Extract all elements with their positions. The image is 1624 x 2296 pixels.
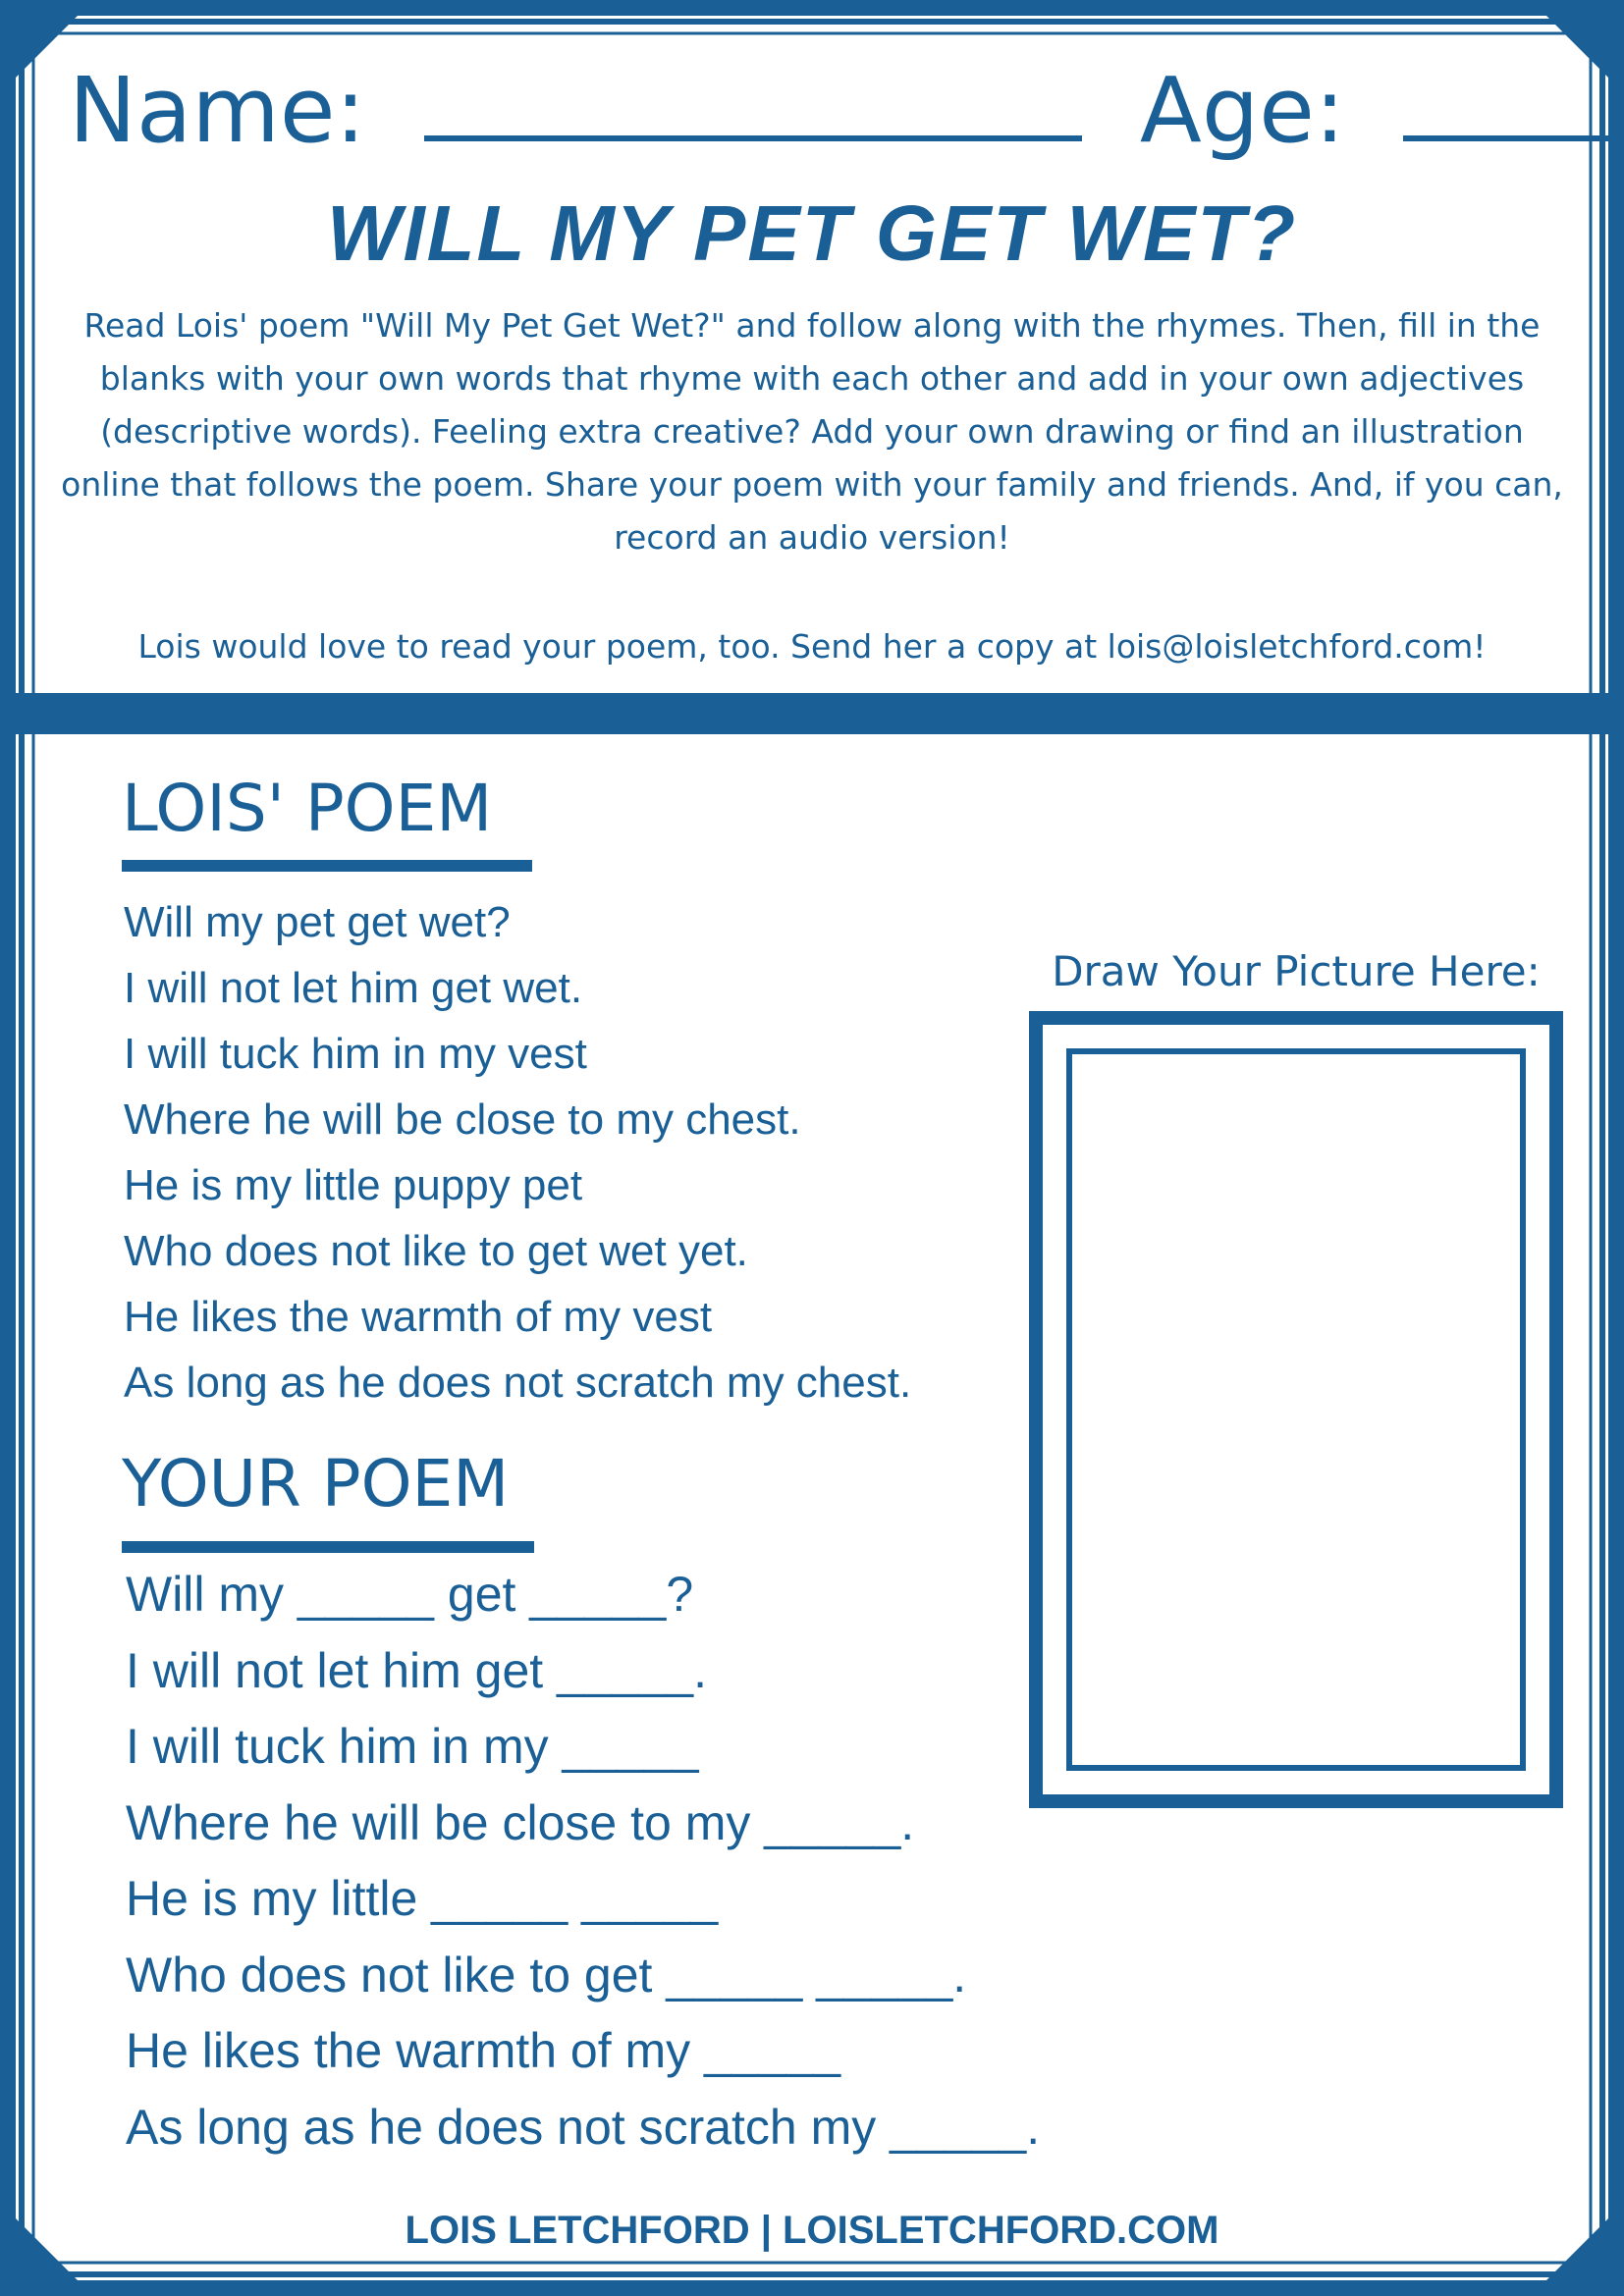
fill-in-line[interactable]: He is my little _____ _____ bbox=[126, 1871, 719, 1926]
poem-line: Where he will be close to my chest. bbox=[124, 1095, 801, 1144]
contact-text: Lois would love to read your poem, too. Send her a copy at lois@loisletchford.com! bbox=[137, 627, 1487, 666]
lois-poem-underline bbox=[122, 860, 532, 872]
draw-picture-label: Draw Your Picture Here: bbox=[1052, 947, 1541, 995]
lois-poem-heading: LOIS' POEM bbox=[122, 771, 493, 846]
poem-line: Who does not like to get wet yet. bbox=[124, 1227, 748, 1275]
your-poem-lines bbox=[126, 1557, 1040, 2165]
fill-in-line[interactable]: Where he will be close to my _____. bbox=[126, 1794, 915, 1850]
poem-line: I will not let him get wet. bbox=[124, 964, 583, 1012]
poem-line: I will tuck him in my vest bbox=[124, 1030, 587, 1078]
fill-in-line[interactable]: Who does not like to get _____ _____. bbox=[126, 1947, 967, 2002]
age-field[interactable] bbox=[1403, 57, 1624, 141]
drawing-box-inner-border bbox=[1066, 1048, 1526, 1771]
name-label: Name: bbox=[69, 58, 366, 163]
poem-line: As long as he does not scratch my chest. bbox=[124, 1359, 912, 1407]
drawing-box[interactable] bbox=[1029, 1011, 1563, 1808]
name-age-row bbox=[69, 47, 1561, 175]
fill-in-line[interactable]: Will my _____ get _____? bbox=[126, 1567, 694, 1622]
poem-line: Will my pet get wet? bbox=[124, 898, 511, 946]
worksheet-title: WILL MY PET GET WET? bbox=[326, 189, 1298, 277]
instructions-text: Read Lois' poem "Will My Pet Get Wet?" and follow along with the rhymes. Then, fill in the blanks with your own words that rhyme with each other and add in your own adjectives (descriptive words). Feeling extra creative? Add your own drawing or find an illustration online that follows the poem. Share your poem with your family and friends. And, if you can, record an audio version! bbox=[61, 306, 1563, 557]
lois-poem-lines bbox=[124, 889, 911, 1415]
poem-line: He likes the warmth of my vest bbox=[124, 1293, 713, 1341]
poem-line: He is my little puppy pet bbox=[124, 1161, 583, 1209]
fill-in-line[interactable]: I will not let him get _____. bbox=[126, 1642, 707, 1698]
your-poem-underline bbox=[122, 1541, 534, 1553]
age-label: Age: bbox=[1139, 58, 1345, 163]
fill-in-line[interactable]: I will tuck him in my _____ bbox=[126, 1719, 699, 1774]
fill-in-line[interactable]: As long as he does not scratch my _____. bbox=[126, 2099, 1041, 2155]
fill-in-line[interactable]: He likes the warmth of my _____ bbox=[126, 2023, 841, 2078]
name-field[interactable] bbox=[424, 57, 1082, 141]
footer-credit: LOIS LETCHFORD | LOISLETCHFORD.COM bbox=[405, 2209, 1219, 2252]
your-poem-heading: YOUR POEM bbox=[122, 1446, 510, 1522]
